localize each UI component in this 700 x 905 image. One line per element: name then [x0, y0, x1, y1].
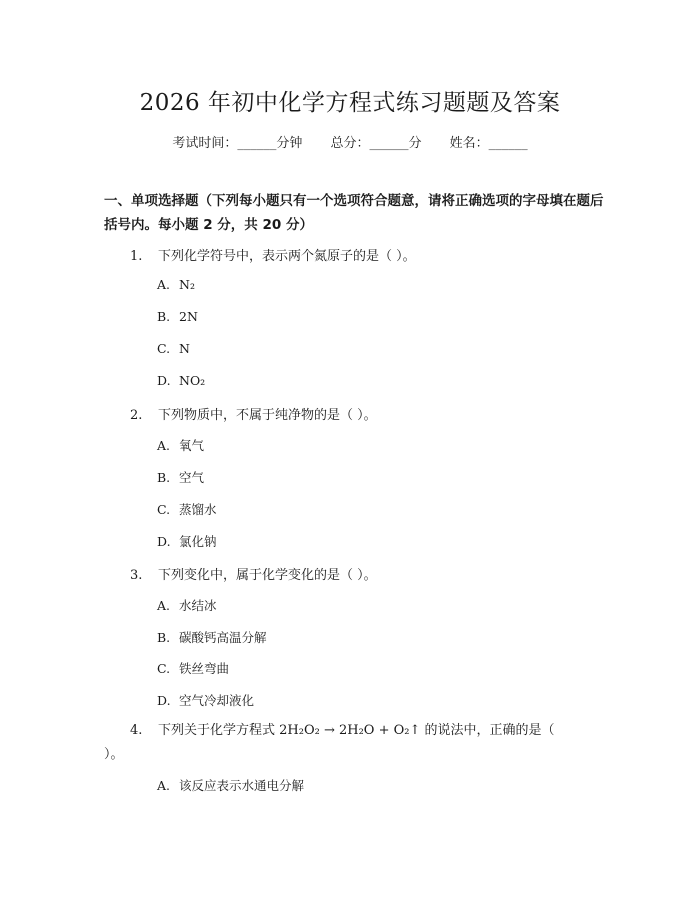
option-letter: B.: [157, 630, 171, 645]
question-text: 下列关于化学方程式 2H₂O₂ → 2H₂O + O₂↑ 的说法中，正确的是（ ）。: [104, 723, 555, 762]
exam-score: 总分：______分: [330, 136, 422, 151]
question-number: 4.: [130, 723, 143, 738]
option-3a[interactable]: [157, 596, 217, 614]
exam-meta: [0, 132, 700, 151]
option-1c[interactable]: [157, 341, 190, 356]
exam-time: 考试时间：______分钟: [172, 136, 303, 151]
option-text: 空气冷却液化: [179, 693, 255, 708]
option-3d[interactable]: [157, 691, 254, 709]
option-letter: D.: [157, 534, 171, 549]
option-text: 蒸馏水: [179, 502, 217, 517]
question-text: 下列化学符号中，表示两个氮原子的是（ ）。: [158, 249, 416, 264]
option-text: 碳酸钙高温分解: [179, 630, 267, 645]
option-text: 氯化钠: [179, 534, 217, 549]
option-text: N: [179, 341, 190, 356]
question-text: 下列物质中，不属于纯净物的是（ ）。: [158, 408, 377, 423]
question-3: [130, 564, 377, 583]
question-number: 3.: [130, 568, 143, 583]
option-letter: C.: [157, 661, 171, 676]
question-number: 2.: [130, 408, 143, 423]
option-2b[interactable]: [157, 468, 204, 486]
option-text: 氧气: [179, 438, 205, 453]
option-text: N₂: [179, 277, 195, 292]
student-name: 姓名：______: [449, 136, 528, 151]
option-1d[interactable]: [157, 373, 205, 388]
option-2a[interactable]: [157, 436, 204, 454]
option-text: 2N: [179, 309, 198, 324]
option-text: 空气: [179, 470, 205, 485]
option-letter: A.: [157, 438, 171, 453]
option-2d[interactable]: [157, 532, 217, 550]
option-3c[interactable]: [157, 659, 229, 677]
question-4: [104, 719, 574, 767]
option-letter: D.: [157, 693, 171, 708]
option-letter: B.: [157, 309, 171, 324]
option-letter: A.: [157, 778, 171, 793]
option-letter: A.: [157, 277, 171, 292]
option-text: 该反应表示水通电分解: [179, 778, 305, 793]
option-text: NO₂: [179, 373, 206, 388]
section-heading: 一、单项选择题（下列每小题只有一个选项符合题意，请将正确选项的字母填在题后括号内。每小题 2 分，共 20 分）: [104, 193, 604, 233]
option-1a[interactable]: [157, 277, 195, 292]
question-2: [130, 404, 377, 423]
option-text: 水结冰: [179, 598, 217, 613]
option-letter: A.: [157, 598, 171, 613]
option-text: 铁丝弯曲: [179, 661, 230, 676]
option-1b[interactable]: [157, 309, 198, 324]
option-letter: C.: [157, 341, 171, 356]
question-1: [130, 245, 416, 264]
option-letter: B.: [157, 470, 171, 485]
question-text: 下列变化中，属于化学变化的是（ ）。: [158, 568, 377, 583]
page-title: 2026 年初中化学方程式练习题题及答案: [139, 90, 561, 116]
option-3b[interactable]: [157, 628, 267, 646]
option-letter: C.: [157, 502, 171, 517]
option-2c[interactable]: [157, 500, 217, 518]
option-4a[interactable]: [157, 776, 304, 794]
option-letter: D.: [157, 373, 171, 388]
question-number: 1.: [130, 249, 143, 264]
